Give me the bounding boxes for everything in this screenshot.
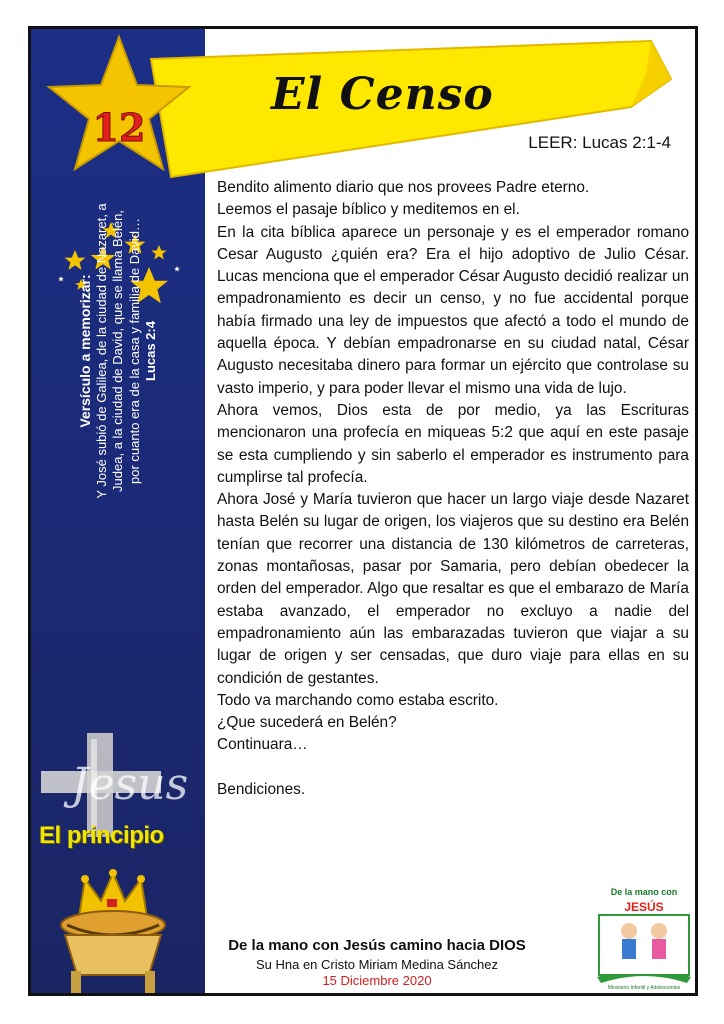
verse-text: Y José subió de Galilea, de la ciudad de Nazaret, a Judea, a la ciudad de David, que se llama Belén, por cuanto era de la casa y familia de David… <box>93 203 142 499</box>
footer-date: 15 Diciembre 2020 <box>322 973 432 988</box>
paragraph: ¿Que sucederá en Belén? <box>217 714 397 732</box>
jesus-script-text: Jesus <box>71 759 189 810</box>
crown-manger-icon <box>31 859 205 993</box>
paragraph: Ahora vemos, Dios esta de por medio, ya las Escrituras mencionaron una profecía en miqueas 5:2 que aquí en este pasaje se esta cumpliendo y sin saberlo el emperador es instrumento para cumplirse tal profecía. <box>217 401 689 486</box>
paragraph: Todo va marchando como estaba escrito. <box>217 691 499 709</box>
footer-motto: De la mano con Jesús camino hacia DIOS <box>228 937 526 954</box>
page-frame <box>28 26 698 996</box>
paragraph: Continuara… <box>217 736 308 754</box>
number-badge: 12 <box>92 105 146 150</box>
paragraph: En la cita bíblica aparece un personaje y es el emperador romano Cesar Augusto ¿quién era? Era el hijo adoptivo de Julio César. Lucas menciona que el emperador César Augusto decidió realizar un empadronamiento es decir un censo, y no fue accidental porque había firmado una ley de impuestos que afectó a todo el mundo de aquella época. Y debían empadronarse en su ciudad natal, César Augusto necesitaba dinero para formar un ejército que controlase su vasto imperio, y para poder llevar el mismo una vida de lujo. <box>217 223 689 397</box>
series-title: El principio <box>39 822 164 849</box>
logo-top-text: De la mano con <box>610 887 678 897</box>
paragraph: Bendito alimento diario que nos provees Padre eterno. <box>217 179 590 196</box>
ministry-logo <box>591 881 697 991</box>
paragraph: Leemos el pasaje bíblico y meditemos en el. <box>217 201 520 219</box>
verse-reference: Lucas 2:4 <box>142 321 158 381</box>
verse-heading: Versículo a memorizar: <box>76 274 93 428</box>
devotional-body <box>217 177 689 801</box>
logo-name: JESÚS <box>624 900 664 914</box>
closing-blessing: Bendiciones. <box>217 780 306 798</box>
reading-reference: LEER: Lucas 2:1-4 <box>528 133 671 152</box>
logo-bottom-text: Ministerio Infantil y Adolescentes <box>607 985 681 991</box>
page-title: El Censo <box>271 69 494 120</box>
footer-author: Su Hna en Cristo Miriam Medina Sánchez <box>255 957 499 972</box>
paragraph: Ahora José y María tuvieron que hacer un largo viaje desde Nazaret hasta Belén su lugar de origen, los viajeros que su destino era Belén tenían que recorrer una distancia de 130 kilómetros de carreteras, zonas montañosas, pasar por Samaria, pero debían obedecer la orden del emperador. Algo que resaltar es que el embarazo de María estaba avanzado, el emperador no excluyo a nadie del empadronamiento aún las embarazadas tuvieron que viajar a su lugar de origen y ser censadas, que duro viaje para ellas en su condición de gestantes. <box>217 491 689 687</box>
